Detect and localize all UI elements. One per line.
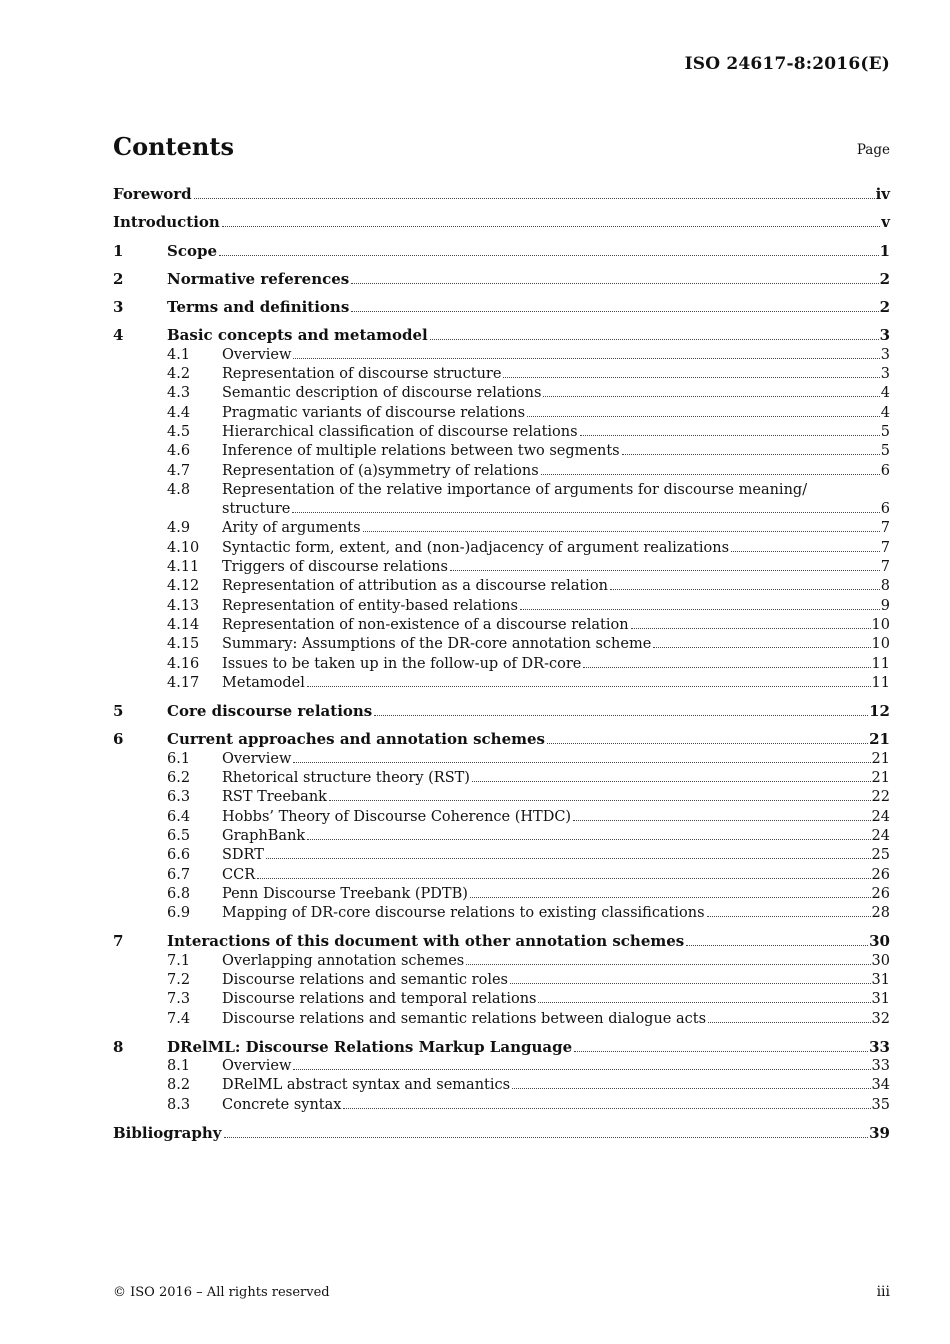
toc-entry-title: DRelML: Discourse Relations Markup Language [167,1037,573,1056]
toc-entry[interactable] [113,404,890,423]
toc-entry-number: 6.1 [167,750,191,767]
toc-entry-title: Overview [222,750,292,767]
toc-entry[interactable] [113,1096,890,1115]
dot-leader [307,839,870,840]
toc-entry[interactable] [113,326,890,345]
toc-entry-page: 33 [871,1058,890,1075]
toc-entry[interactable] [113,932,890,951]
toc-entry[interactable] [113,1010,890,1029]
dot-leader [574,1051,868,1052]
toc-entry-page: 10 [871,636,890,653]
toc-entry[interactable] [113,990,890,1009]
toc-entry-page: 28 [871,905,890,922]
toc-entry-title: Rhetorical structure theory (RST) [222,770,470,787]
toc-entry-title: Mapping of DR-core discourse relations to existing classifications [222,905,705,922]
toc-entry[interactable] [113,750,890,769]
toc-entry-number: 6.2 [167,770,191,787]
toc-entry[interactable] [113,384,890,403]
toc-entry-page: 7 [880,539,890,556]
toc-entry-title: Foreword [113,185,192,203]
toc-entry[interactable] [113,702,890,721]
toc-entry[interactable] [113,635,890,654]
toc-entry-page: 11 [871,655,890,672]
toc-entry-title: Normative references [167,269,350,288]
dot-leader [450,570,880,571]
toc-entry[interactable] [113,500,890,519]
toc-entry-title: Inference of multiple relations between two segments [222,443,620,460]
toc-entry-title: RST Treebank [222,789,327,806]
toc-entry-number: 6 [113,730,124,749]
toc-entry[interactable] [113,298,890,317]
toc-entry-number: 6.9 [167,905,191,922]
toc-entry-title: Terms and definitions [167,298,350,317]
toc-entry-number: 4.12 [167,578,200,595]
toc-entry-number: 4.14 [167,616,200,633]
toc-entry-number: 4.8 [167,481,191,498]
toc-entry-page: 6 [880,501,890,518]
toc-entry-title: Issues to be taken up in the follow-up of DR-core [222,655,582,672]
toc-entry-number: 4.7 [167,462,191,479]
toc-entry-page: 2 [879,269,890,288]
toc-entry[interactable] [113,213,890,232]
toc-entry-page: 21 [869,730,890,749]
toc-entry-page: 22 [871,789,890,806]
dot-leader [653,647,870,648]
dot-leader [351,311,878,312]
toc-entry[interactable] [113,655,890,674]
toc-entry[interactable] [113,539,890,558]
toc-entry-number: 7.4 [167,1010,191,1027]
toc-entry-page: 5 [880,443,890,460]
toc-entry-page: v [881,213,890,232]
toc-entry[interactable] [113,519,890,538]
toc-entry-title: Overlapping annotation schemes [222,952,465,969]
toc-entry[interactable] [113,1038,890,1057]
toc-entry-title: SDRT [222,847,264,864]
toc-entry-title: Concrete syntax [222,1096,342,1113]
toc-entry-title: Bibliography [113,1124,222,1143]
toc-entry-number: 4.4 [167,404,191,421]
toc-entry-title: Discourse relations and semantic roles [222,971,508,988]
dot-leader [293,1069,870,1070]
toc-entry-title: Hobbs’ Theory of Discourse Coherence (HTDC) [222,808,572,825]
toc-entry-number: 4.3 [167,385,191,402]
dot-leader [547,743,868,744]
toc-entry-number: 6.7 [167,866,191,883]
toc-entry-page: 26 [871,866,890,883]
toc-entry-title: Semantic description of discourse relations [222,385,542,402]
toc-entry-number: 4.9 [167,520,191,537]
dot-leader [686,945,868,946]
toc-entry-number: 4 [113,326,124,345]
toc-entry-page: 31 [871,991,890,1008]
toc-entry-page: 10 [871,616,890,633]
toc-entry-number: 1 [113,241,124,260]
toc-entry-page: 24 [871,827,890,844]
dot-leader [472,781,871,782]
dot-leader [293,762,870,763]
toc-entry[interactable] [113,1057,890,1076]
page-column-label: Page [856,142,890,158]
document-id: ISO 24617-8:2016(E) [684,54,890,74]
toc-entry-title: Discourse relations and temporal relations [222,991,537,1008]
toc-entry-title: Scope [167,241,218,260]
toc-entry[interactable] [113,481,890,500]
toc-entry-page: 39 [869,1124,890,1143]
toc-entry-title: Triggers of discourse relations [222,559,448,576]
dot-leader [307,686,871,687]
toc-entry-title: Representation of discourse structure [222,366,502,383]
toc-entry[interactable] [113,952,890,971]
toc-entry[interactable] [113,846,890,865]
toc-entry[interactable] [113,885,890,904]
toc-entry-page: 30 [871,952,890,969]
toc-entry[interactable] [113,808,890,827]
toc-entry-number: 6.8 [167,885,191,902]
dot-leader [257,878,870,879]
toc-entry-page: 4 [880,385,890,402]
toc-entry-number: 7.1 [167,952,191,969]
toc-entry-number: 5 [113,702,124,721]
toc-entry-title: Pragmatic variants of discourse relations [222,404,526,421]
dot-leader [631,628,871,629]
toc-entry-number: 4.6 [167,443,191,460]
dot-leader [374,715,868,716]
page-number: iii [876,1284,890,1300]
toc-entry-number: 4.11 [167,559,200,576]
toc-entry-title: Metamodel [222,674,305,691]
toc-entry-number: 4.2 [167,366,191,383]
toc-entry-title: Representation of entity-based relations [222,597,518,614]
dot-leader [222,226,880,227]
toc-entry-number: 6.3 [167,789,191,806]
dot-leader [520,609,880,610]
dot-leader [707,916,871,917]
toc-entry[interactable] [113,346,890,365]
toc-entry[interactable] [113,442,890,461]
copyright-notice: © ISO 2016 – All rights reserved [113,1285,330,1300]
toc-entry-title: Hierarchical classification of discourse relations [222,423,578,440]
toc-entry[interactable] [113,462,890,481]
dot-leader [363,531,880,532]
toc-entry-page: iv [875,185,890,203]
toc-entry-page: 3 [880,346,890,363]
toc-entry-number: 4.17 [167,674,200,691]
toc-entry-title: structure [222,501,291,518]
toc-entry-page: 34 [871,1077,890,1094]
toc-entry-number: 8.3 [167,1096,191,1113]
toc-entry-page: 5 [880,423,890,440]
toc-entry-page: 33 [869,1037,890,1056]
dot-leader [543,396,879,397]
toc-entry[interactable] [113,674,890,693]
toc-entry-page: 4 [880,404,890,421]
dot-leader [610,589,880,590]
toc-entry-page: 3 [880,366,890,383]
toc-entry[interactable] [113,423,890,442]
toc-entry-number: 4.15 [167,636,200,653]
dot-leader [580,435,880,436]
toc-entry[interactable] [113,971,890,990]
toc-entry-page: 30 [869,932,890,951]
dot-leader [470,897,871,898]
toc-entry-page: 8 [880,578,890,595]
dot-leader [466,964,870,965]
toc-entry-page: 9 [880,597,890,614]
toc-entry[interactable] [113,365,890,384]
toc-entry-number: 4.5 [167,423,191,440]
page-title: Contents [113,132,234,161]
toc-entry-number: 4.10 [167,539,200,556]
toc-entry-title: Overview [222,1058,292,1075]
toc-entry-title: Penn Discourse Treebank (PDTB) [222,885,468,902]
toc-entry[interactable] [113,904,890,923]
dot-leader [510,983,871,984]
dot-leader [512,1088,870,1089]
toc-entry[interactable] [113,270,890,289]
toc-entry-number: 7 [113,932,124,951]
dot-leader [224,1137,869,1138]
toc-entry-number: 4.1 [167,346,191,363]
toc-entry[interactable] [113,769,890,788]
dot-leader [622,454,880,455]
dot-leader [219,255,879,256]
toc-entry-page: 21 [871,750,890,767]
toc-entry-title: Syntactic form, extent, and (non-)adjacency of argument realizations [222,539,730,556]
toc-entry-page: 24 [871,808,890,825]
toc-entry-title: GraphBank [222,827,306,844]
toc-entry-title: Summary: Assumptions of the DR-core annotation scheme [222,636,652,653]
table-of-contents [113,185,890,1143]
toc-entry-page: 7 [880,520,890,537]
toc-entry-page: 25 [871,847,890,864]
toc-entry-page: 31 [871,971,890,988]
toc-entry-number: 8 [113,1037,124,1056]
toc-entry-number: 6.6 [167,847,191,864]
toc-entry[interactable] [113,616,890,635]
toc-entry-number: 8.2 [167,1077,191,1094]
toc-entry-title: CCR [222,866,256,883]
dot-leader [343,1108,870,1109]
toc-entry-title: Representation of the relative importance of arguments for discourse meaning/ [222,481,808,498]
dot-leader [266,858,871,859]
toc-entry-page: 3 [879,326,890,345]
toc-entry-number: 2 [113,269,124,288]
toc-entry-title: Representation of (a)symmetry of relations [222,462,539,479]
dot-leader [573,820,870,821]
toc-entry[interactable] [113,827,890,846]
toc-entry-page: 1 [879,241,890,260]
toc-entry-page: 11 [871,674,890,691]
dot-leader [292,512,879,513]
toc-entry-title: Core discourse relations [167,702,373,721]
toc-entry-title: Discourse relations and semantic relations between dialogue acts [222,1010,707,1027]
toc-entry-title: Representation of attribution as a discourse relation [222,578,608,595]
toc-entry-number: 7.2 [167,971,191,988]
dot-leader [329,800,871,801]
toc-entry-title: Representation of non-existence of a discourse relation [222,616,629,633]
dot-leader [527,416,880,417]
toc-entry-page: 2 [879,298,890,317]
dot-leader [503,377,879,378]
toc-entry[interactable] [113,242,890,261]
dot-leader [541,474,880,475]
dot-leader [583,667,870,668]
dot-leader [708,1022,871,1023]
toc-entry-page: 12 [869,702,890,721]
toc-entry-title: Introduction [113,213,220,232]
toc-entry-page: 32 [871,1010,890,1027]
dot-leader [194,198,875,199]
toc-entry[interactable] [113,866,890,885]
toc-entry-number: 8.1 [167,1058,191,1075]
dot-leader [430,339,879,340]
toc-entry[interactable] [113,597,890,616]
toc-entry-title: Overview [222,346,292,363]
toc-entry-title: Interactions of this document with other annotation schemes [167,932,685,951]
toc-entry-page: 7 [880,559,890,576]
toc-entry[interactable] [113,1124,890,1143]
toc-entry[interactable] [113,558,890,577]
dot-leader [538,1002,870,1003]
dot-leader [293,358,879,359]
toc-entry-title: DRelML abstract syntax and semantics [222,1077,511,1094]
toc-entry-number: 4.13 [167,597,200,614]
toc-entry-number: 6.4 [167,808,191,825]
toc-entry-number: 7.3 [167,991,191,1008]
toc-entry-page: 26 [871,885,890,902]
toc-entry[interactable] [113,1076,890,1095]
toc-entry-page: 21 [871,770,890,787]
toc-entry-title: Arity of arguments [222,520,361,537]
dot-leader [731,551,880,552]
toc-entry[interactable] [113,788,890,807]
toc-entry-page: 35 [871,1096,890,1113]
toc-entry-number: 4.16 [167,655,200,672]
dot-leader [351,283,878,284]
toc-entry-title: Current approaches and annotation schemes [167,730,545,749]
toc-entry[interactable] [113,730,890,749]
toc-entry-number: 6.5 [167,827,191,844]
toc-entry-title: Basic concepts and metamodel [167,326,428,345]
toc-entry-number: 3 [113,298,124,317]
toc-entry-page: 6 [880,462,890,479]
toc-entry[interactable] [113,185,890,204]
toc-entry[interactable] [113,577,890,596]
